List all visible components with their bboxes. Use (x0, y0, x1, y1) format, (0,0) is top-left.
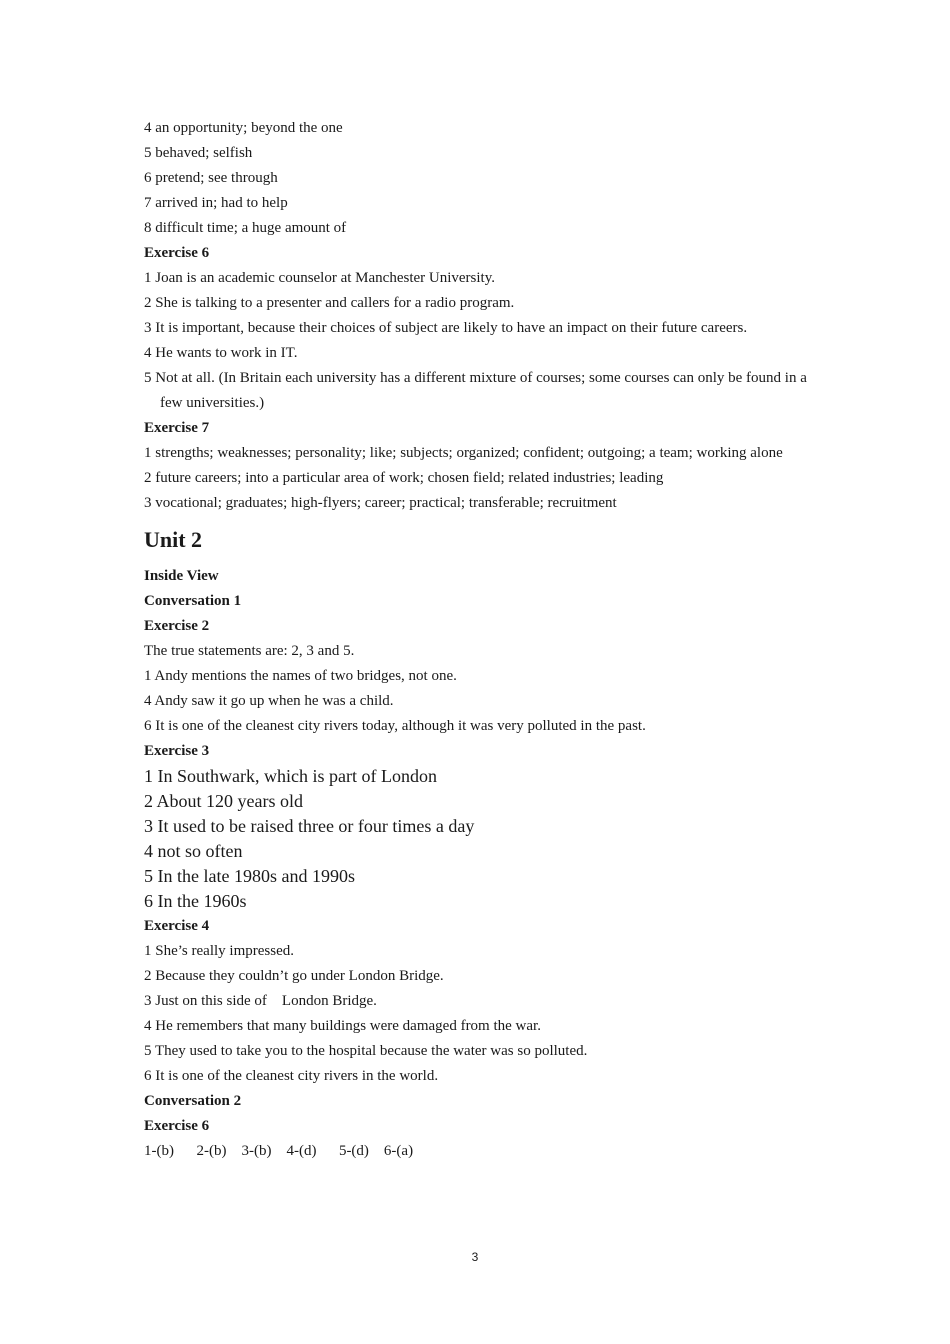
unit-title: Unit 2 (144, 527, 203, 552)
answer-line: 4 He remembers that many buildings were damaged from the war. (144, 1018, 541, 1034)
answer-line: 6 It is one of the cleanest city rivers in the world. (144, 1068, 439, 1084)
section-heading: Inside View (144, 568, 219, 584)
answer-line: 6 It is one of the cleanest city rivers today, although it was very polluted in the past. (144, 718, 646, 734)
page-number: 3 (471, 1250, 479, 1264)
answer-line: 1 strengths; weaknesses; personality; like; subjects; organized; confident; outgoing; a team; working alone (144, 445, 783, 461)
answer-line: 1 Joan is an academic counselor at Manchester University. (144, 270, 495, 286)
answer-line: 1 Andy mentions the names of two bridges, not one. (144, 668, 457, 684)
answer-line: 6 pretend; see through (144, 170, 278, 186)
answer-line: 8 difficult time; a huge amount of (144, 220, 347, 236)
answer-line: 4 an opportunity; beyond the one (144, 120, 343, 136)
answer-line: 2 She is talking to a presenter and callers for a radio program. (144, 295, 515, 311)
answer-line: 5 They used to take you to the hospital because the water was so polluted. (144, 1043, 588, 1059)
exercise-heading: Exercise 6 (144, 245, 210, 261)
exercise-heading: Exercise 3 (144, 743, 210, 759)
answer-line: 4 not so often (144, 841, 243, 861)
exercise-heading: Exercise 2 (144, 618, 210, 634)
answer-line: 5 In the late 1980s and 1990s (144, 866, 355, 886)
answer-line: 3 It used to be raised three or four times a day (144, 816, 475, 836)
answer-line: 3 vocational; graduates; high-flyers; career; practical; transferable; recruitment (144, 495, 617, 511)
answer-line: 3 It is important, because their choices of subject are likely to have an impact on their future careers. (144, 320, 748, 336)
answer-line: 7 arrived in; had to help (144, 195, 288, 211)
answer-line: 4 Andy saw it go up when he was a child. (144, 693, 394, 709)
answer-line: 2 About 120 years old (144, 791, 303, 811)
conversation-heading: Conversation 1 (144, 593, 242, 609)
answer-line: 5 behaved; selfish (144, 145, 253, 161)
answer-line: The true statements are: 2, 3 and 5. (144, 643, 355, 659)
exercise-heading: Exercise 4 (144, 918, 210, 934)
answer-line: 1 She’s really impressed. (144, 943, 294, 959)
conversation-heading: Conversation 2 (144, 1093, 242, 1109)
answer-line: 5 Not at all. (In Britain each university has a different mixture of courses; some courses can only be found in a few universities.) (144, 370, 807, 411)
answer-line: 1 In Southwark, which is part of London (144, 766, 437, 786)
page-content (144, 116, 807, 1164)
answer-line: 2 Because they couldn’t go under London Bridge. (144, 968, 444, 984)
answer-line: 6 In the 1960s (144, 891, 247, 911)
exercise-heading: Exercise 6 (144, 1118, 210, 1134)
answer-line: 4 He wants to work in IT. (144, 345, 298, 361)
answer-line: 2 future careers; into a particular area of work; chosen field; related industries; leading (144, 470, 664, 486)
answer-key-line: 1-(b) 2-(b) 3-(b) 4-(d) 5-(d) 6-(a) (144, 1143, 414, 1159)
exercise-heading: Exercise 7 (144, 420, 210, 436)
answer-line: 3 Just on this side of London Bridge. (144, 993, 377, 1009)
